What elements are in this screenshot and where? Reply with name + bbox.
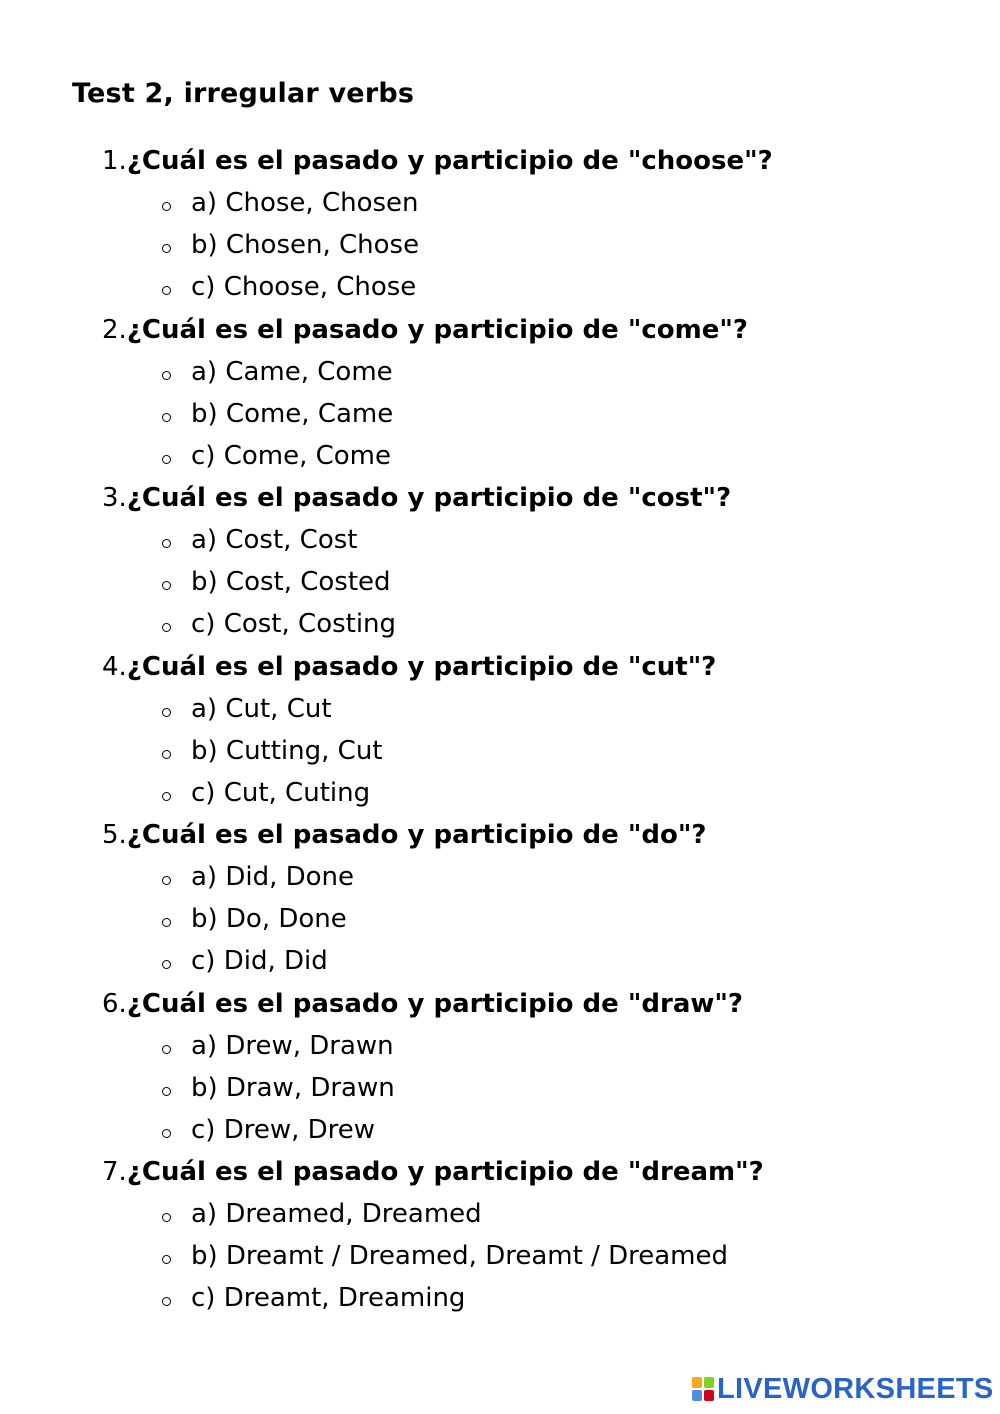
circle-bullet-icon [162,708,171,717]
option-b[interactable] [162,393,393,435]
question-line [102,983,743,1025]
question-number: 1. [102,146,127,176]
circle-bullet-icon [162,750,171,759]
option-a[interactable] [162,1025,394,1067]
option-label: c) Come, Come [191,440,392,471]
option-label: b) Cost, Costed [191,567,391,597]
question-6 [0,983,1000,1152]
option-label: a) Chose, Chosen [191,188,419,218]
question-1 [0,140,1000,309]
option-label: b) Chosen, Chose [191,230,420,260]
question-3 [0,477,1000,646]
option-c[interactable] [162,772,370,814]
question-number: 6. [102,988,127,1019]
question-list [0,140,1000,1320]
option-c[interactable] [162,1109,375,1151]
option-label: c) Drew, Drew [191,1114,376,1145]
option-a[interactable] [162,1193,482,1235]
option-label: b) Draw, Drawn [191,1072,395,1103]
option-label: b) Cutting, Cut [191,735,383,766]
question-line [102,646,716,688]
option-c[interactable] [162,940,328,982]
option-c[interactable] [162,435,391,477]
option-a[interactable] [162,688,332,730]
option-b[interactable] [162,561,391,603]
circle-bullet-icon [162,1087,171,1096]
circle-bullet-icon [162,581,171,590]
option-label: b) Dreamt / Dreamed, Dreamt / Dreamed [191,1241,728,1271]
circle-bullet-icon [162,1213,171,1222]
option-c[interactable] [162,1277,465,1319]
option-label: a) Dreamed, Dreamed [191,1199,482,1229]
circle-bullet-icon [162,244,171,253]
circle-bullet-icon [162,202,171,211]
question-line [102,1151,764,1193]
option-label: b) Come, Came [191,398,394,429]
option-a[interactable] [162,519,357,561]
option-label: a) Cost, Cost [191,525,358,555]
circle-bullet-icon [162,539,171,548]
circle-bullet-icon [162,455,171,464]
option-c[interactable] [162,603,396,645]
question-number: 4. [102,651,127,682]
option-label: b) Do, Done [191,904,347,934]
question-line [102,477,731,519]
question-number: 3. [102,483,127,513]
question-text: ¿Cuál es el pasado y participio de "cut"? [126,651,717,682]
question-text: ¿Cuál es el pasado y participio de "draw"? [126,988,744,1019]
option-c[interactable] [162,266,416,308]
option-label: c) Dreamt, Dreaming [191,1283,466,1313]
question-text: ¿Cuál es el pasado y participio de "come"? [126,314,749,345]
liveworksheets-logo[interactable] [692,1374,994,1404]
option-a[interactable] [162,182,419,224]
circle-bullet-icon [162,918,171,927]
question-line [102,309,748,351]
question-text: ¿Cuál es el pasado y participio de "cost"? [126,483,732,513]
question-text: ¿Cuál es el pasado y participio de "dream"? [126,1157,764,1187]
circle-bullet-icon [162,1045,171,1054]
question-number: 5. [102,820,127,850]
question-2 [0,309,1000,478]
page-title: Test 2, irregular verbs [72,78,415,109]
option-a[interactable] [162,351,393,393]
option-b[interactable] [162,1235,728,1277]
option-b[interactable] [162,898,347,940]
question-text: ¿Cuál es el pasado y participio de "do"? [126,820,707,850]
option-label: c) Choose, Chose [191,272,417,302]
circle-bullet-icon [162,960,171,969]
question-line [102,814,706,856]
option-b[interactable] [162,1067,395,1109]
question-text: ¿Cuál es el pasado y participio de "choose"? [126,146,773,176]
question-number: 2. [102,314,127,345]
question-number: 7. [102,1157,127,1187]
logo-text: LIVEWORKSHEETS [717,1372,994,1405]
circle-bullet-icon [162,1129,171,1138]
option-label: a) Drew, Drawn [191,1030,394,1061]
circle-bullet-icon [162,876,171,885]
question-4 [0,646,1000,815]
option-b[interactable] [162,730,383,772]
circle-bullet-icon [162,623,171,632]
option-label: c) Did, Did [191,946,328,976]
circle-bullet-icon [162,286,171,295]
circle-bullet-icon [162,1297,171,1306]
option-label: a) Came, Come [191,356,393,387]
circle-bullet-icon [162,413,171,422]
question-7 [0,1151,1000,1320]
option-label: a) Did, Done [191,862,355,892]
option-label: c) Cost, Costing [191,609,397,639]
circle-bullet-icon [162,371,171,380]
circle-bullet-icon [162,1255,171,1264]
question-5 [0,814,1000,983]
option-label: a) Cut, Cut [191,693,332,724]
circle-bullet-icon [162,792,171,801]
question-line [102,140,773,182]
liveworksheets-logo-icon [692,1377,714,1401]
option-a[interactable] [162,856,354,898]
option-label: c) Cut, Cuting [191,777,371,808]
option-b[interactable] [162,224,419,266]
